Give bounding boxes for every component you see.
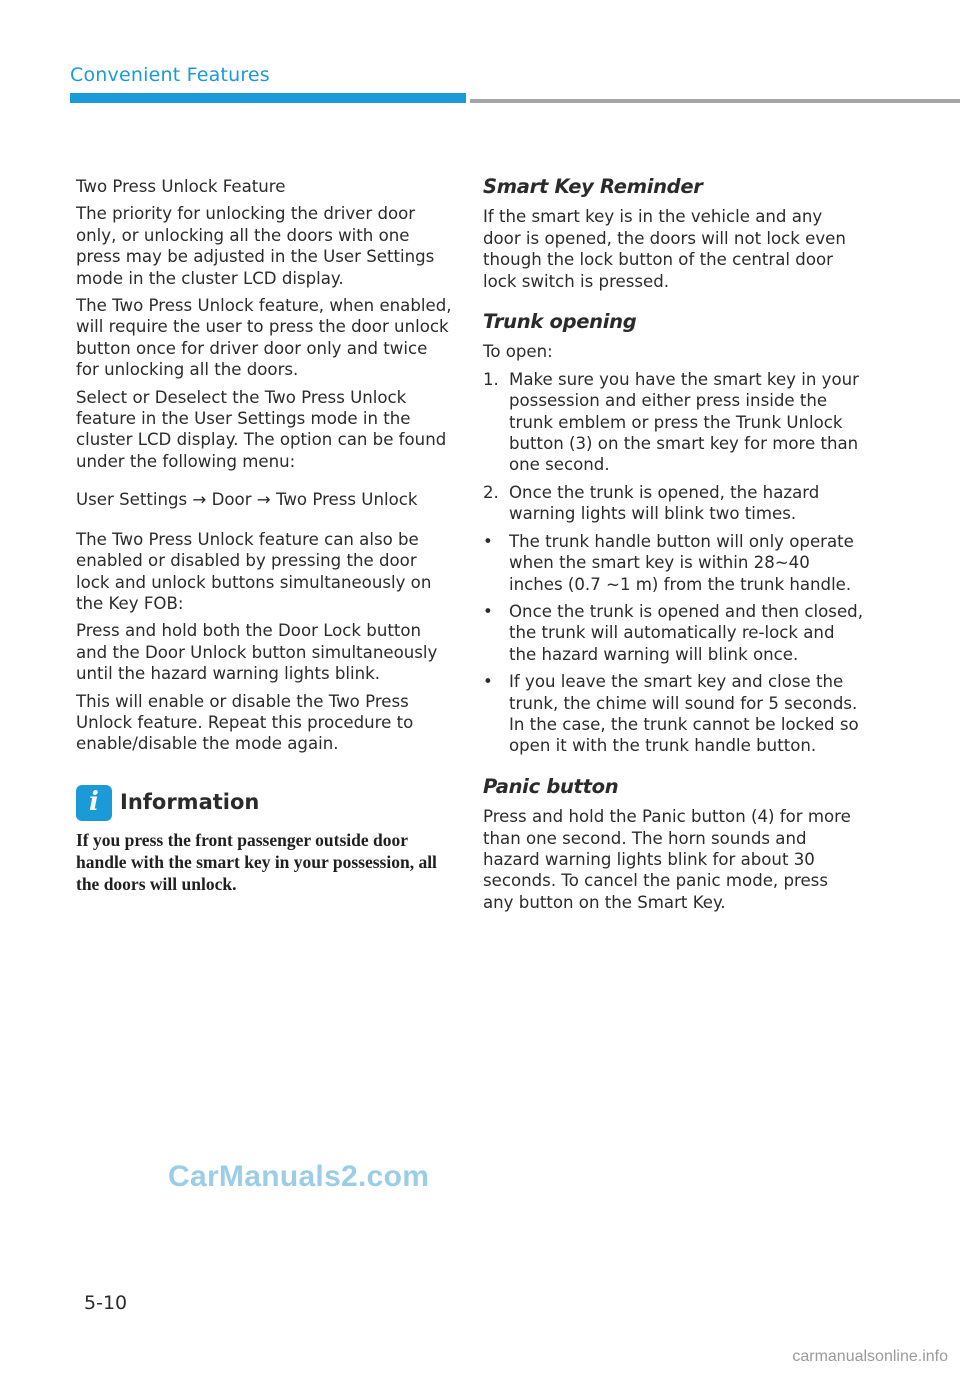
paragraph: If the smart key is in the vehicle and any door is opened, the doors will not lock even though the lock button of the central door lock switch is pressed.	[483, 207, 846, 291]
section-heading: Panic button	[483, 774, 619, 798]
information-body: If you press the front passenger outside door handle with the smart key in your possession, all the doors will unlock.	[76, 829, 437, 894]
smart-key-reminder-section	[483, 176, 863, 292]
bullet-icon: •	[483, 672, 493, 692]
section-heading: Trunk opening	[483, 310, 637, 334]
bullet-list	[483, 531, 863, 757]
bullet-icon: •	[483, 531, 493, 551]
info-icon: i	[76, 785, 112, 821]
panic-button-section	[483, 776, 863, 913]
paragraph: Press and hold both the Door Lock button and the Door Unlock button simultaneously until the hazard warning lights blink.	[76, 621, 438, 684]
list-item	[483, 482, 863, 525]
header-accent-bar	[70, 93, 466, 103]
list-item	[483, 601, 863, 665]
step-number: 2.	[483, 482, 499, 502]
bullet-text: The trunk handle button will only operate when the smart key is within 28~40 inches (0.7 ~1 m) from the trunk handle.	[509, 531, 854, 594]
paragraph: The Two Press Unlock feature, when enabled, will require the user to press the door unlock button once for driver door only and twice for unlocking all the doors.	[76, 296, 452, 380]
section-title: Convenient Features	[70, 64, 270, 86]
right-column	[483, 176, 863, 932]
menu-path: User Settings → Door → Two Press Unlock	[76, 490, 418, 510]
paragraph: Press and hold the Panic button (4) for more than one second. The horn sounds and hazard warning lights blink for about 30 seconds. To cancel the panic mode, press any button on the Smart Key.	[483, 807, 851, 912]
paragraph: This will enable or disable the Two Press Unlock feature. Repeat this procedure to enable/disable the mode again.	[76, 691, 414, 754]
paragraph: The priority for unlocking the driver door only, or unlocking all the doors with one press may be adjusted in the User Settings mode in the cluster LCD display.	[76, 204, 435, 288]
left-column	[76, 176, 454, 895]
watermark-logo: CarManuals2.com	[168, 1160, 430, 1193]
footer-url: carmanualsonline.info	[792, 1348, 948, 1365]
bullet-text: Once the trunk is opened and then closed, the trunk will automatically re-lock and the hazard warning will blink once.	[509, 601, 863, 664]
paragraph: The Two Press Unlock feature can also be enabled or disabled by pressing the door lock and unlock buttons simultaneously on the Key FOB:	[76, 529, 432, 613]
step-number: 1.	[483, 369, 499, 389]
list-item	[483, 369, 863, 476]
bullet-text: If you leave the smart key and close the trunk, the chime will sound for 5 seconds. In the case, the trunk cannot be locked so open it with the trunk handle button.	[509, 672, 859, 756]
bullet-icon: •	[483, 601, 493, 621]
header-rule	[470, 99, 960, 103]
feature-heading: Two Press Unlock Feature	[76, 177, 286, 196]
trunk-opening-section	[483, 311, 863, 757]
step-text: Once the trunk is opened, the hazard warning lights will blink two times.	[509, 482, 820, 524]
paragraph: To open:	[483, 342, 553, 362]
information-header	[76, 785, 454, 821]
page-number: 5-10	[84, 1292, 128, 1314]
section-heading: Smart Key Reminder	[483, 175, 703, 198]
paragraph: Select or Deselect the Two Press Unlock feature in the User Settings mode in the cluster LCD display. The option can be found under the following menu:	[76, 387, 447, 471]
step-text: Make sure you have the smart key in your possession and either press inside the trunk emblem or press the Trunk Unlock button (3) on the smart key for more than one second.	[509, 369, 859, 475]
list-item	[483, 671, 863, 757]
numbered-steps	[483, 369, 863, 525]
information-title: Information	[120, 790, 260, 815]
information-note	[76, 785, 454, 895]
list-item	[483, 531, 863, 595]
